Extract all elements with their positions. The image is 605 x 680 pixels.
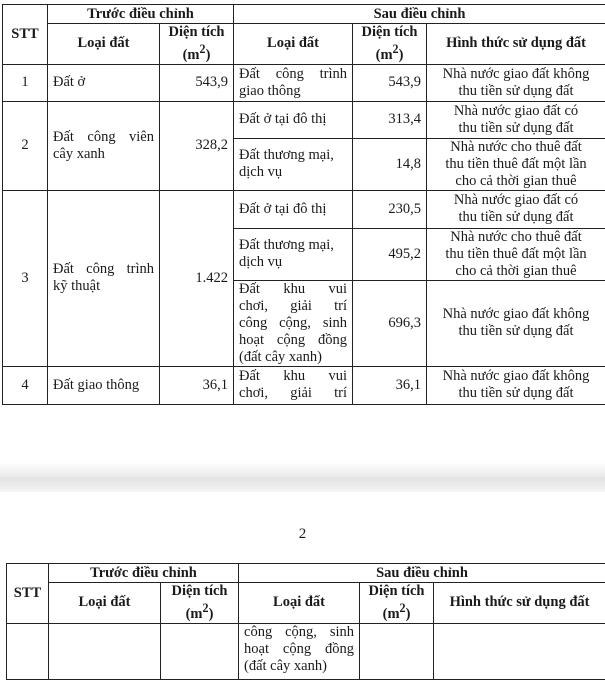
after-type-cell: Đất khu vui chơi, giải trí	[234, 366, 353, 404]
before-area-cell	[161, 623, 239, 679]
before-type-cell	[49, 623, 161, 679]
header-before-adjustment: Trước điều chỉnh	[49, 564, 239, 583]
after-type-cell: Đất ở tại đô thị	[234, 101, 353, 138]
before-type-cell: Đất giao thông	[48, 366, 160, 404]
header-after-land-type: Loại đất	[239, 583, 360, 624]
before-type-cell: Đất công viên cây xanh	[48, 101, 160, 190]
table-row	[3, 190, 605, 228]
usage-form-cell: Nhà nước cho thuê đất thu tiền thuê đất một lần cho cả thời gian thuê	[427, 138, 605, 190]
table-row	[3, 64, 605, 101]
before-area-cell: 36,1	[160, 366, 234, 404]
table-row	[7, 623, 605, 679]
stt-cell	[7, 623, 49, 679]
after-area-cell: 543,9	[353, 64, 427, 101]
header-before-adjustment: Trước điều chỉnh	[48, 5, 234, 24]
header-before-land-type: Loại đất	[48, 24, 160, 65]
header-after-adjustment: Sau điều chỉnh	[239, 564, 605, 583]
usage-form-cell: Nhà nước giao đất không thu tiền sử dụng đất	[427, 280, 605, 366]
land-adjustment-table-page2	[6, 563, 605, 680]
after-type-cell: Đất thương mại, dịch vụ	[234, 138, 353, 190]
header-usage-form: Hình thức sử dụng đất	[434, 583, 605, 624]
before-type-cell: Đất ở	[48, 64, 160, 101]
after-area-cell: 495,2	[353, 228, 427, 280]
header-after-adjustment: Sau điều chỉnh	[234, 5, 605, 24]
before-area-cell: 328,2	[160, 101, 234, 190]
stt-cell: 3	[3, 190, 48, 366]
usage-form-cell: Nhà nước giao đất không thu tiền sử dụng đất	[427, 64, 605, 101]
after-area-cell: 14,8	[353, 138, 427, 190]
after-area-cell	[360, 623, 434, 679]
after-type-cell: Đất công trình giao thông	[234, 64, 353, 101]
page-number: 2	[0, 526, 605, 543]
header-before-area: Diện tích $(m^2)$	[161, 583, 239, 624]
after-area-cell: 313,4	[353, 101, 427, 138]
header-stt: STT	[7, 564, 49, 624]
before-area-cell: 1.422	[160, 190, 234, 366]
page-break	[0, 462, 605, 492]
header-stt: STT	[3, 5, 48, 65]
after-type-cell: công cộng, sinh hoạt cộng đồng (đất cây xanh)	[239, 623, 360, 679]
usage-form-cell: Nhà nước giao đất có thu tiền sử dụng đất	[427, 101, 605, 138]
table-row	[3, 101, 605, 138]
land-adjustment-table-page1	[2, 4, 605, 405]
header-after-area: Diện tích $(m^2)$	[353, 24, 427, 65]
stt-cell: 2	[3, 101, 48, 190]
after-area-cell: 696,3	[353, 280, 427, 366]
header-before-area: Diện tích $(m^2)$	[160, 24, 234, 65]
header-before-land-type: Loại đất	[49, 583, 161, 624]
usage-form-cell: Nhà nước giao đất không thu tiền sử dụng đất	[427, 366, 605, 404]
header-usage-form: Hình thức sử dụng đất	[427, 24, 605, 65]
stt-cell: 4	[3, 366, 48, 404]
after-type-cell: Đất ở tại đô thị	[234, 190, 353, 228]
after-area-cell: 230,5	[353, 190, 427, 228]
after-area-cell: 36,1	[353, 366, 427, 404]
usage-form-cell	[434, 623, 605, 679]
after-type-cell: Đất thương mại, dịch vụ	[234, 228, 353, 280]
before-area-cell: 543,9	[160, 64, 234, 101]
before-type-cell: Đất công trình kỹ thuật	[48, 190, 160, 366]
stt-cell: 1	[3, 64, 48, 101]
header-after-area: Diện tích $(m^2)$	[360, 583, 434, 624]
table-row	[3, 366, 605, 404]
usage-form-cell: Nhà nước cho thuê đất thu tiền thuê đất một lần cho cả thời gian thuê	[427, 228, 605, 280]
usage-form-cell: Nhà nước giao đất có thu tiền sử dụng đất	[427, 190, 605, 228]
header-after-land-type: Loại đất	[234, 24, 353, 65]
after-type-cell: Đất khu vui chơi, giải trí công cộng, sinh hoạt cộng đồng (đất cây xanh)	[234, 280, 353, 366]
